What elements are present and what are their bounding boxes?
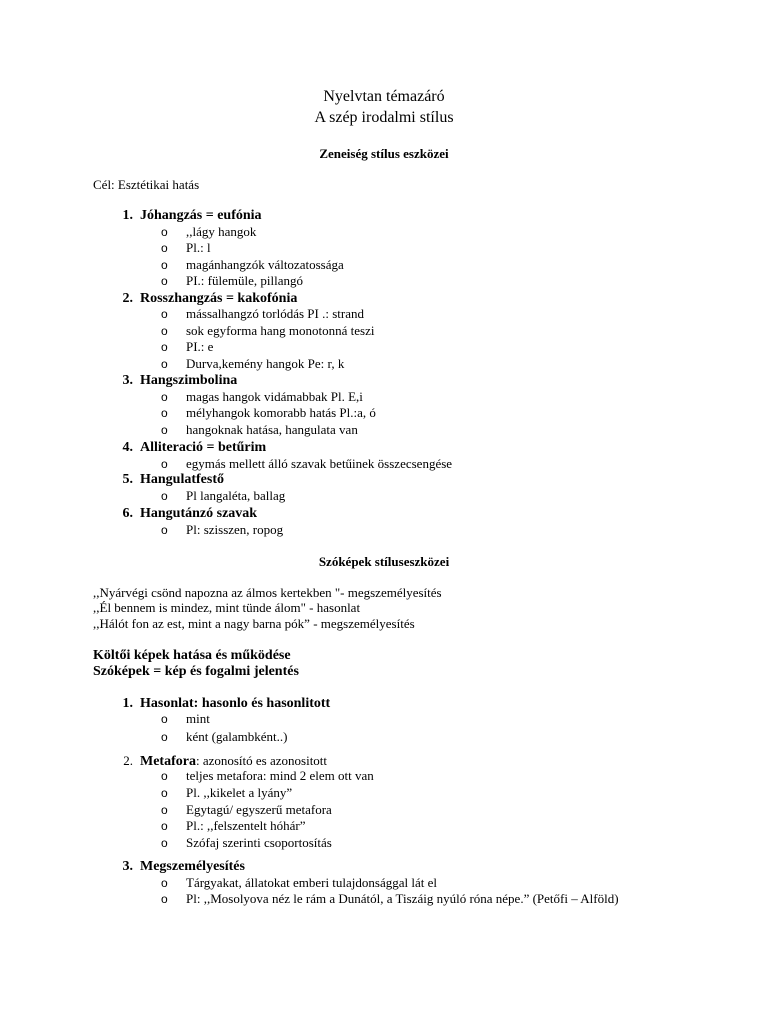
list-number: 4. <box>122 440 133 455</box>
bullet-marker: o <box>161 712 168 726</box>
bullet-marker: o <box>161 357 168 371</box>
bullet-item: egymás mellett álló szavak betűinek összecsengése <box>186 456 453 471</box>
bullet-marker: o <box>161 876 168 890</box>
list-item-title: Hasonlat: hasonlo és hasonlitott <box>140 696 331 711</box>
bullet-marker: o <box>161 786 168 800</box>
heading-szokepek-definition: Szóképek = kép és fogalmi jelentés <box>93 664 299 679</box>
bullet-item: Pl: ,,Mosolyova néz le rám a Dunától, a Tiszáig nyúló róna népe.” (Petőfi – Alföld) <box>186 891 619 906</box>
quote-line: ,,Hálót fon az est, mint a nagy barna pók” - megszemélyesítés <box>93 616 415 631</box>
list-item-title: Metafora <box>140 754 196 769</box>
bullet-marker: o <box>161 258 168 272</box>
quote-line: ,,Él bennem is mindez, mint tünde álom" - hasonlat <box>93 600 361 615</box>
list-item-title: Hangszimbolina <box>140 373 238 388</box>
bullet-item: ,,lágy hangok <box>186 224 257 239</box>
list-number: 1. <box>122 208 133 223</box>
bullet-item: magánhangzók változatossága <box>186 257 344 272</box>
list-item-title: Hangutánzó szavak <box>140 506 258 521</box>
bullet-marker: o <box>161 241 168 255</box>
bullet-marker: o <box>161 406 168 420</box>
bullet-item: ként (galambként..) <box>186 729 288 744</box>
bullet-item: Szófaj szerinti csoportosítás <box>186 835 332 850</box>
list-item-title: Megszemélyesítés <box>140 859 245 874</box>
bullet-item: mássalhangzó torlódás PI .: strand <box>186 306 364 321</box>
list-number: 1. <box>122 696 133 711</box>
bullet-item: PI.: e <box>186 339 214 354</box>
bullet-item: sok egyforma hang monotonná teszi <box>186 323 375 338</box>
bullet-item: Pl: szisszen, ropog <box>186 522 284 537</box>
list-item-title: Alliteració = betűrim <box>140 440 267 455</box>
bullet-marker: o <box>161 836 168 850</box>
quote-line: ,,Nyárvégi csönd napozna az álmos kertekben "- megszemélyesítés <box>93 585 442 600</box>
bullet-marker: o <box>161 803 168 817</box>
bullet-item: teljes metafora: mind 2 elem ott van <box>186 768 374 783</box>
list-number: 2. <box>123 753 133 768</box>
bullet-marker: o <box>161 423 168 437</box>
bullet-marker: o <box>161 769 168 783</box>
list-number: 3. <box>122 373 133 388</box>
document-subtitle: A szép irodalmi stílus <box>314 109 454 126</box>
bullet-item: mélyhangok komorabb hatás Pl.:a, ó <box>186 405 376 420</box>
goal-line: Cél: Esztétikai hatás <box>93 177 200 192</box>
bullet-marker: o <box>161 457 168 471</box>
bullet-marker: o <box>161 274 168 288</box>
bullet-marker: o <box>161 225 168 239</box>
bullet-item: Tárgyakat, állatokat emberi tulajdonsággal lát el <box>186 875 437 890</box>
bullet-marker: o <box>161 892 168 906</box>
bullet-item: PI.: fülemüle, pillangó <box>186 273 303 288</box>
list-item-title-rest: : azonosító es azonositott <box>195 753 328 768</box>
heading-koltoi-kepek: Költői képek hatása és működése <box>93 648 291 663</box>
section-heading-zeneiseg: Zeneiség stílus eszközei <box>319 146 449 161</box>
bullet-marker: o <box>161 523 168 537</box>
bullet-marker: o <box>161 340 168 354</box>
list-item-title: Hangulatfestő <box>140 472 224 487</box>
bullet-marker: o <box>161 730 168 744</box>
bullet-marker: o <box>161 307 168 321</box>
bullet-item: Pl langaléta, ballag <box>186 488 286 503</box>
bullet-item: Pl.: l <box>186 240 211 255</box>
bullet-item: Egytagú/ egyszerű metafora <box>186 802 332 817</box>
bullet-marker: o <box>161 390 168 404</box>
list-number: 2. <box>122 291 133 306</box>
bullet-marker: o <box>161 324 168 338</box>
bullet-marker: o <box>161 489 168 503</box>
document-title: Nyelvtan témazáró <box>323 88 445 105</box>
bullet-item: Pl. ,,kikelet a lyány” <box>186 785 293 800</box>
list-item-title: Jóhangzás = eufónia <box>140 208 262 223</box>
bullet-item: magas hangok vidámabbak Pl. E,i <box>186 389 363 404</box>
bullet-item: hangoknak hatása, hangulata van <box>186 422 358 437</box>
section-heading-szokepek: Szóképek stíluseszközei <box>318 554 450 569</box>
bullet-marker: o <box>161 819 168 833</box>
bullet-item: Durva,kemény hangok Pe: r, k <box>186 356 345 371</box>
bullet-item: mint <box>186 711 210 726</box>
list-number: 6. <box>122 506 133 521</box>
bullet-item: Pl.: ,,felszentelt hóhár” <box>186 818 306 833</box>
list-number: 5. <box>122 472 133 487</box>
list-number: 3. <box>122 859 133 874</box>
list-item-title: Rosszhangzás = kakofónia <box>140 291 298 306</box>
